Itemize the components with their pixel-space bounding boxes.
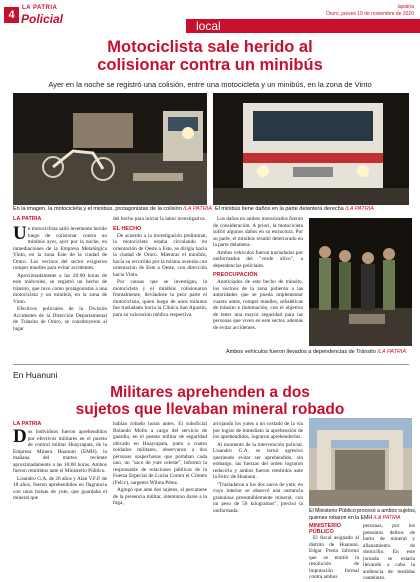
issue-date: Oruro, jueves 19 de noviembre de 2020 [325, 11, 414, 17]
article1-col3-p2: Ambos vehículos fueron trasladados por uniformados del "verde olivo", a dependencias policiales. [213, 249, 303, 269]
article1-subtitle: Ayer en la noche se registró una colisión, entre una motocicleta y un minibús, en la zona de Vinto [48, 80, 372, 89]
article2-title-line1: Militares aprehenden a dos [110, 384, 310, 401]
logo-top: LA PATRIA [22, 5, 58, 11]
article2-col2-p1: habían robado horas antes. El suboficial Rolando Mollo a cargo del servicio de guardia, en el puesto militar de seguridad ubicado en Huayrapata, junto a cuatro soldados militares, observaron a dos personas sospechosas que portaban cada uno, un "saco de yute celeste", informó la responsable de relaciones públicas de la Fuerza Especial de Lucha Contra el Crimen (Felcc), sargento Wilma Pérez. [113, 421, 207, 486]
page-number: 4 [4, 7, 19, 23]
article2-col4-head: MINISTERIO PÚBLICO [309, 523, 342, 535]
article1-col2-p3: Por causas que se investigan, la motocicleta y el minibús colisionaron frontalmente, llevándose la peor parte el motociclista, quien luego de unos minutos fue trasladado hacia la Clínica San Agustín, para su valoración médica respectiva. [113, 279, 207, 318]
article2-title [0, 384, 420, 418]
article1-col2-head: EL HECHO [113, 225, 142, 232]
article2-col1-p2: Lisandro G.A. de 26 años y Alan V.F.P. de 18 años, fueron aprehendidos en flagrancia con unas bolsas de yute, que guardaba el mineral que [13, 475, 107, 501]
article2-col2-p2: Agregó que ante dos sujetos, al percatarse de la presencia militar, intentaron darse a la fuga, [113, 487, 207, 506]
article1-col2 [113, 216, 207, 319]
photo3-caption-text: Ambos vehículos fueron llevados a dependencias de Tránsito [226, 349, 376, 355]
logo-main: Policial [21, 12, 64, 26]
article2-col5-p1: personas, por los presuntos delitos de hurto de mineral y allanamiento de domicilio. En este jornada se estaría llevando a cabo la audiencia de medidas cautelares. [363, 523, 415, 581]
article2-photo-credit: /LA PATRIA [373, 514, 401, 521]
article2-byline: LA PATRIA [13, 421, 42, 427]
article2-col4 [309, 523, 359, 580]
photo3-credit: /LA PATRIA [377, 349, 406, 355]
article1-photo1-caption [13, 206, 213, 213]
article2-col1-p1: os individuos fueron aprehendidos por efectivos militares en el puesto de control militar Huayrapata, de la Empresa Minera Huanuni (EMH), la mañana del martes reciente aproximadamente a las 10:00 horas. Ambos fueron remitidos ante el Ministerio Público. [13, 429, 107, 474]
article1-photo2-caption [215, 206, 415, 213]
article1-col2-p1: del hecho para iniciar la labor investigativa. [113, 216, 206, 222]
article1-col3-p3: Anoticiados de este hecho de tránsito, los vecinos de la zona pidieron a las autoridades que se pueda implementar cuanto antes, romper muelles, señaléticas de tránsito e iluminación, con el objetivo de tener una mayor seguridad para las personas que viven en este sector, además de evitar accidentes. [213, 279, 303, 331]
article2-kicker: En Huanuni [13, 370, 58, 380]
article1-col2-p2: De acuerdo a la investigación preliminar, la motocicleta estaba circulando en orientación de Oeste a Este, se dirigía hacia la ciudad de Oruro. Mientras el minibús, hacía su recorrido por la misma avenida con orientación de Este a Oeste, con dirección hacia Vinto. [113, 232, 207, 278]
dropcap: U [13, 223, 27, 244]
article1-col1-p1: n motociclista salió levemente herido luego de colisionar contra un minibús ayer, ayer por la noche, en inmediaciones de la Empresa Metalúrgica Vinto, en la zona Este de la ciudad de Oruro. Los vecinos del sector exigieron romper muelles para evitar accidentes. [13, 226, 107, 271]
article2-col4-p1: El fiscal asignado al distrito de Huanuni, Edgar Prena informó que se emitió la resolución de imputación formal contra ambos [309, 535, 359, 580]
article2-photo-caption [309, 508, 417, 521]
article-divider [13, 364, 409, 365]
dropcap2: D [13, 426, 27, 447]
article2-col5 [363, 523, 415, 581]
article2-col3 [213, 421, 303, 515]
photo2-caption-text: El minibús tiene daños en la parte delantera derecha [215, 206, 344, 212]
article1-byline: LA PATRIA [13, 216, 42, 222]
article1-photo2 [213, 93, 409, 205]
article1-photo1 [13, 93, 207, 205]
article1-photo3-caption [226, 349, 420, 356]
section-name: local [196, 19, 221, 33]
article2-photo [309, 418, 412, 506]
page-header [0, 0, 420, 34]
article1-title-line1: Motociclista sale herido al [107, 38, 313, 56]
brand-small: lapatria [397, 4, 414, 10]
photo1-credit: /LA PATRIA [183, 206, 212, 212]
article1-photo3 [309, 218, 412, 346]
article1-col1 [13, 223, 107, 333]
article2-photo-caption-text: El Ministerio Público procesó a ambos sujetos, quienes robaron en la EMH [309, 508, 417, 521]
article2-col3-p1: arrojando los yutes a un costado de la vía por lograr de inmediato la aprehensión de los aprehendidos, lograron aprehenderlos. [213, 421, 303, 440]
article2-col3-p3: "Trasladaron a los dos sacos de yute, en cuyo interior se observó una sustancia granulosa presumiblemente mineral, con un peso de 50 kilogramos", precisó la uniformada. [213, 481, 303, 514]
article1-col1-p2: Aproximadamente a las 20:00 horas de este miércoles, se registró un hecho de tránsito, que tuvo como protagonistas a una motocicleta y un minibús, en la zona de Vinto. [13, 272, 107, 305]
article1-col3 [213, 216, 303, 332]
article1-col1-p3: Efectivos policiales de la División Accidentes de la Dirección Departamental de Tránsito de Oruro, se constituyeron al lugar [13, 306, 107, 332]
section-bar [186, 19, 420, 33]
article2-title-line2: sujetos que llevaban mineral robado [75, 401, 345, 418]
article1-col3-head: PREOCUPACIÓN [213, 272, 258, 278]
article1-title-line2: colisionar contra un minibús [97, 56, 323, 74]
article2-col2 [113, 421, 207, 508]
article2-col1 [13, 426, 107, 503]
photo2-svg [213, 93, 409, 205]
photo2-credit: /LA PATRIA [345, 206, 374, 212]
photo1-caption-text: En la imagen, la motocicleta y el minibús, protagonistas de la colisión [13, 206, 182, 212]
article1-col3-p1: Los daños en ambos motorizados fueron de consideración. A priori, la motocicleta sufrió algunos daños en su estructura. Por su parte, el minibús resultó deteriorado en la parte delantera. [213, 216, 303, 248]
photo4-svg [309, 418, 412, 506]
photo3-svg [309, 218, 412, 346]
photo1-svg [13, 93, 207, 205]
article2-col3-p2: Al momento de la intervención policial, Lisandro G.A. se tornó agresivo queriendo evitar ser aprehendido, sin embargo, las fuerzas del orden lograron reducirlo y ambos fueron remitidos ante la Felcc de Huanuni. [213, 441, 303, 480]
article1-title [0, 38, 420, 74]
